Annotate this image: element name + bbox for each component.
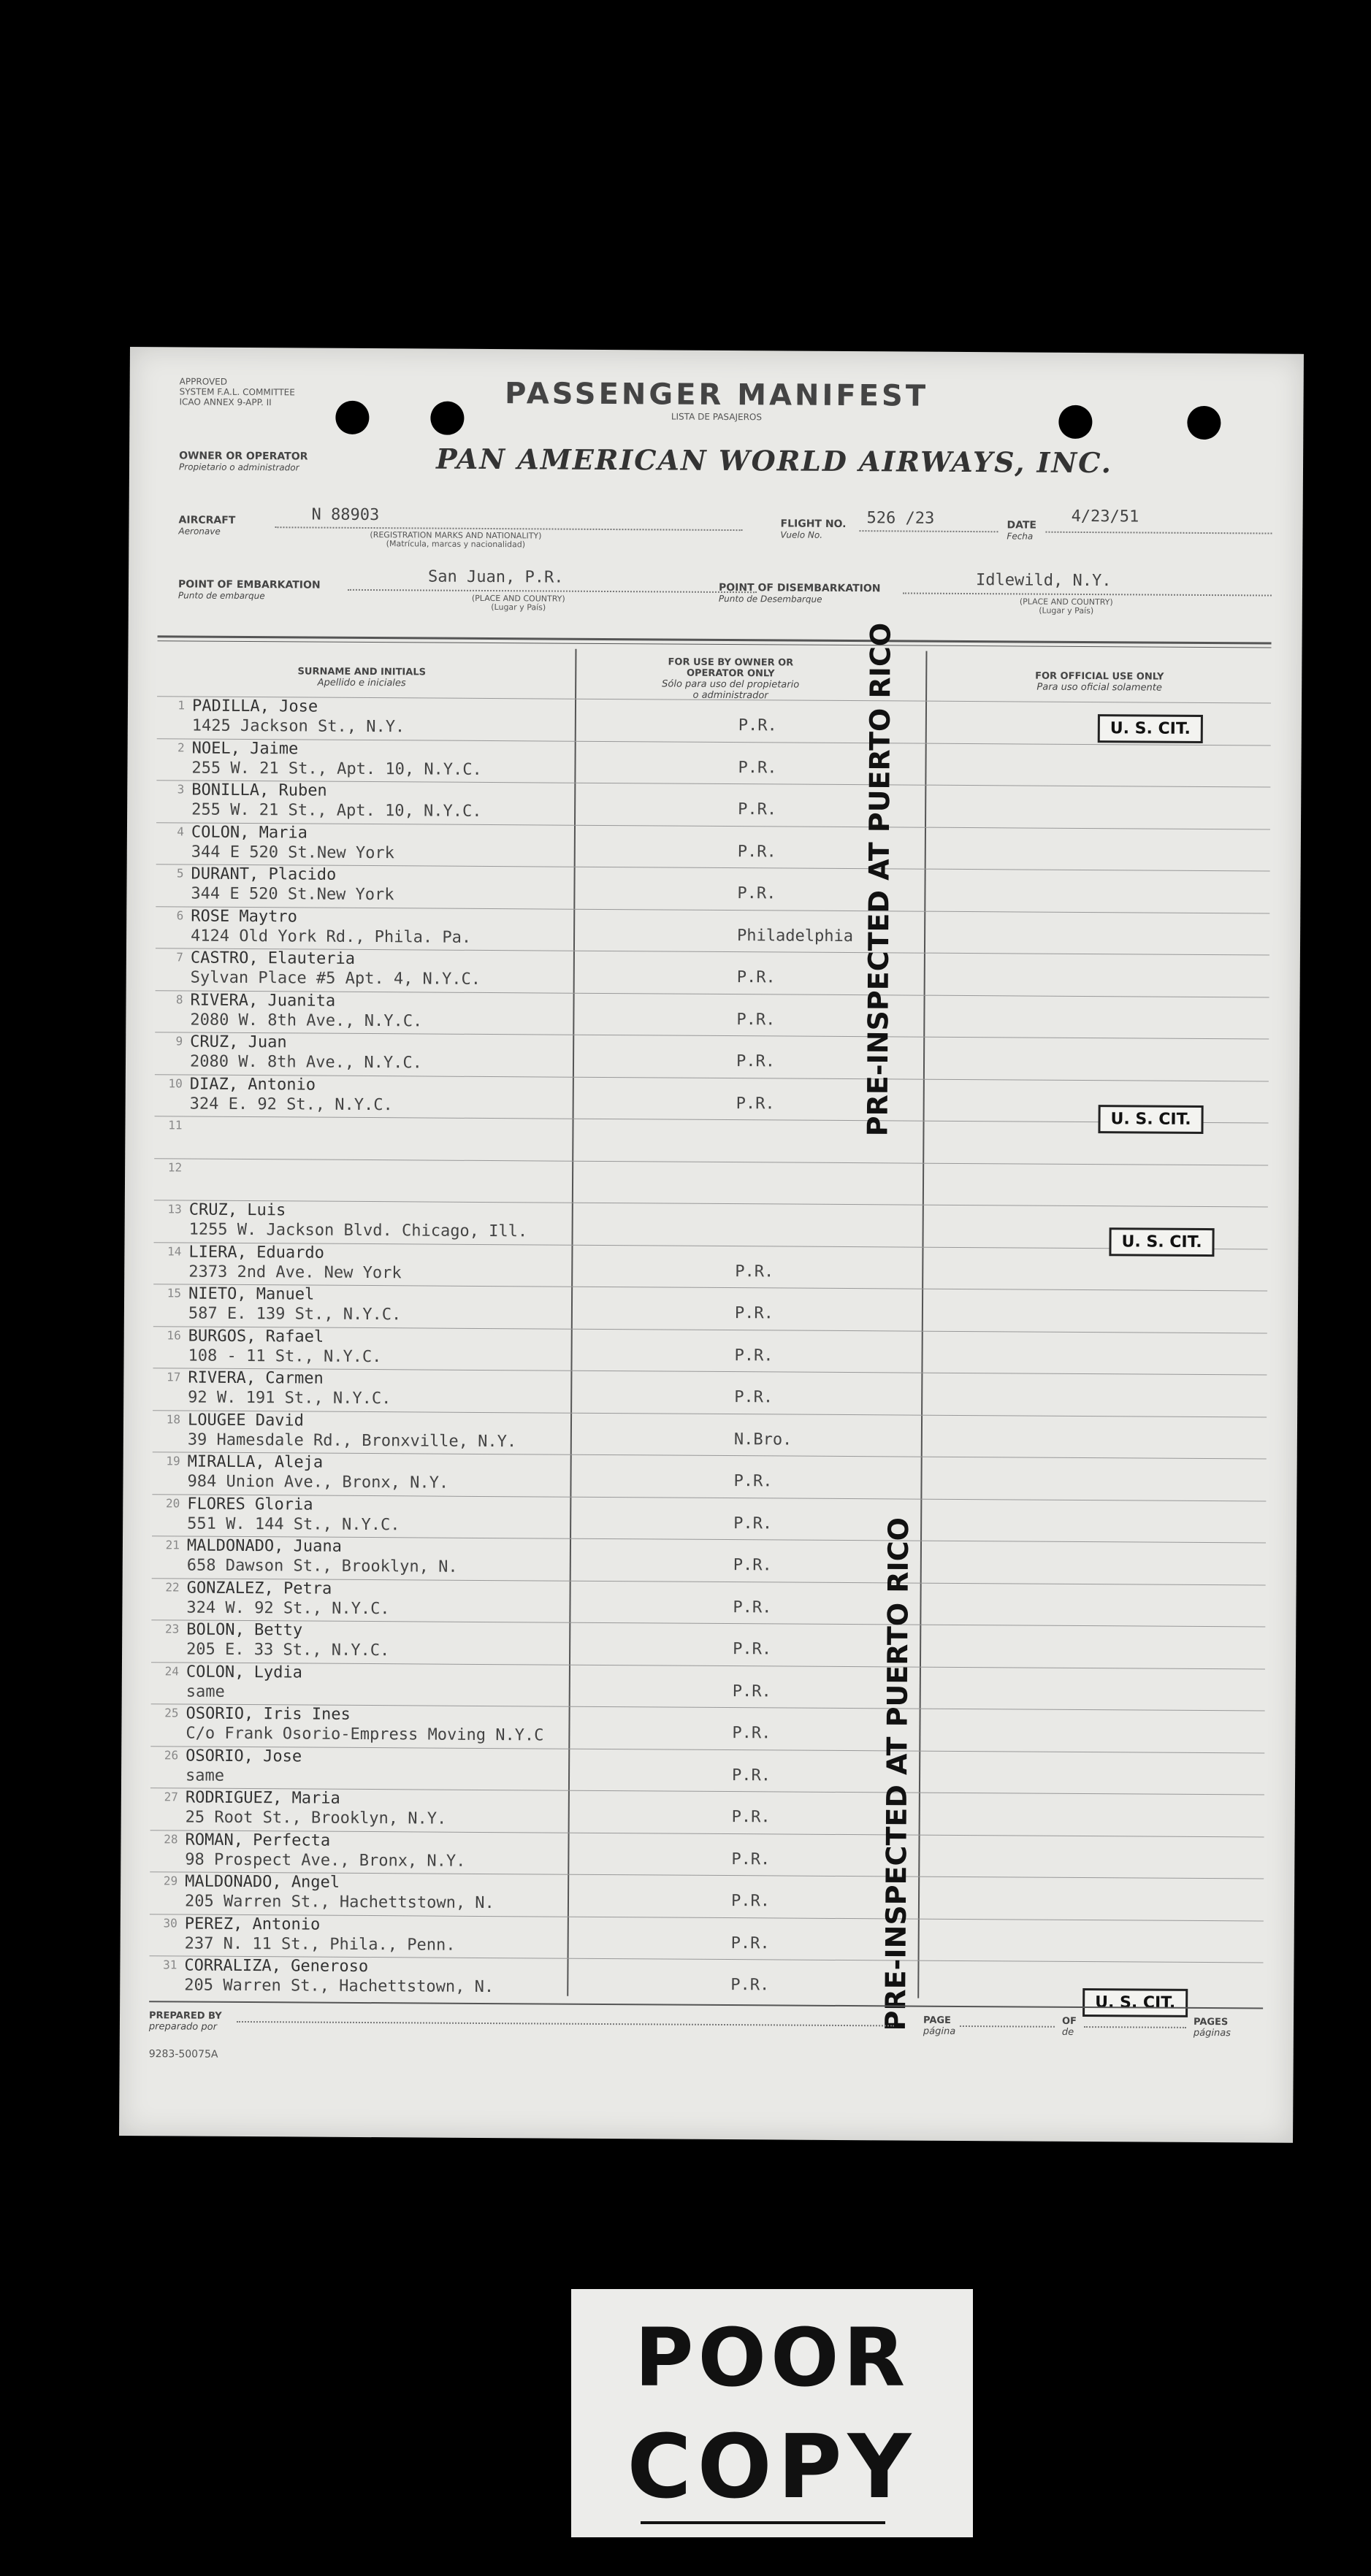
operator-note: P.R.: [730, 1976, 770, 1995]
passenger-number: 27: [164, 1790, 178, 1804]
passenger-name: BOLON, Betty: [186, 1620, 303, 1640]
poor-copy-note: [571, 2289, 973, 2537]
operator-note: P.R.: [734, 1388, 774, 1407]
operator-note: P.R.: [735, 1262, 774, 1281]
passenger-name: OSORIO, Iris Ines: [186, 1704, 351, 1724]
operator-note: P.R.: [732, 1724, 771, 1743]
passenger-name: MIRALLA, Aleja: [187, 1452, 324, 1472]
passenger-number: 26: [164, 1747, 179, 1762]
passenger-address: 658 Dawson St., Brooklyn, N.: [186, 1556, 458, 1576]
passenger-name: DURANT, Placido: [191, 865, 337, 884]
passenger-name: PADILLA, Jose: [191, 697, 318, 716]
passenger-row: [156, 738, 1270, 787]
passenger-number: 4: [177, 824, 185, 838]
operator-note: P.R.: [734, 1304, 774, 1323]
passenger-number: 20: [166, 1495, 180, 1510]
operator-note: P.R.: [736, 1052, 776, 1071]
passenger-address: Sylvan Place #5 Apt. 4, N.Y.C.: [190, 968, 481, 989]
underline: [237, 2021, 894, 2026]
approval-line: SYSTEM F.A.L. COMMITTEE: [179, 386, 295, 398]
passenger-name: MALDONADO, Angel: [185, 1872, 340, 1892]
passenger-address: 324 W. 92 St., N.Y.C.: [186, 1598, 390, 1618]
us-citizen-stamp: U. S. CIT.: [1109, 1227, 1214, 1257]
passenger-name: COLON, Maria: [191, 823, 308, 842]
operator-note: P.R.: [733, 1472, 773, 1491]
passenger-address: 2080 W. 8th Ave., N.Y.C.: [189, 1052, 422, 1073]
preinspected-stamp: PRE-INSPECTED AT PUERTO RICO: [879, 1517, 915, 2031]
passenger-row: [156, 906, 1269, 955]
operator-note: P.R.: [733, 1514, 773, 1533]
passenger-name: NOEL, Jaime: [191, 739, 299, 758]
passenger-name: PEREZ, Antonio: [184, 1914, 321, 1934]
passenger-row: [156, 780, 1270, 829]
passenger-address: 92 W. 191 St., N.Y.C.: [188, 1388, 392, 1408]
underline: [859, 530, 998, 532]
passenger-row: [152, 1536, 1266, 1584]
passenger-row: [150, 1871, 1264, 1920]
aircraft-label: AIRCRAFT Aeronave: [178, 514, 236, 537]
passenger-row: [153, 1410, 1267, 1459]
passenger-row: [150, 1787, 1264, 1836]
poor-copy-line: COPY: [627, 2417, 917, 2518]
passenger-row: [152, 1494, 1266, 1543]
operator-note: P.R.: [730, 1892, 771, 1911]
operator-note: Philadelphia: [737, 926, 854, 946]
poor-copy-underline: [641, 2521, 885, 2524]
passenger-address: 551 W. 144 St., N.Y.C.: [187, 1514, 400, 1534]
us-citizen-stamp: U. S. CIT.: [1098, 714, 1203, 743]
passenger-address: 39 Hamesdale Rd., Bronxville, N.Y.: [187, 1430, 517, 1451]
passenger-address: 587 E. 139 St., N.Y.C.: [188, 1304, 402, 1325]
passenger-address: 984 Union Ave., Bronx, N.Y.: [187, 1472, 449, 1492]
passenger-row: [156, 948, 1269, 997]
column-head-official: FOR OFFICIAL USE ONLY Para uso oficial solamente: [1035, 670, 1164, 694]
passenger-row: [152, 1452, 1266, 1500]
passenger-name: CRUZ, Luis: [188, 1200, 286, 1220]
passenger-name: LIERA, Eduardo: [188, 1243, 324, 1262]
passenger-name: DIAZ, Antonio: [189, 1075, 316, 1095]
passenger-address: 255 W. 21 St., Apt. 10, N.Y.C.: [191, 800, 482, 821]
embarkation-label: POINT OF EMBARKATION Punto de embarque: [177, 578, 321, 602]
operator-name: PAN AMERICAN WORLD AIRWAYS, INC.: [435, 442, 1113, 480]
passenger-address: 205 Warren St., Hachettstown, N.: [184, 1892, 494, 1913]
embarkation-note: (PLACE AND COUNTRY) (Lugar y País): [471, 593, 565, 613]
approval-line: APPROVED: [179, 376, 228, 387]
passenger-number: 1: [177, 698, 186, 713]
passenger-row: [154, 1158, 1268, 1207]
operator-note: P.R.: [736, 1010, 776, 1029]
underline: [348, 589, 757, 593]
passenger-address: 1425 Jackson St., N.Y.: [191, 716, 405, 737]
underline: [1045, 532, 1272, 534]
passenger-address: 2373 2nd Ave. New York: [188, 1262, 402, 1282]
passenger-number: 31: [163, 1958, 177, 1972]
passenger-row: [156, 822, 1270, 871]
passenger-address: 98 Prospect Ave., Bronx, N.Y.: [185, 1849, 466, 1871]
passenger-number: 24: [164, 1663, 179, 1678]
passenger-row: [155, 990, 1269, 1039]
operator-note: P.R.: [738, 758, 777, 777]
passenger-name: BONILLA, Ruben: [191, 781, 327, 800]
passenger-row: [153, 1284, 1267, 1333]
passenger-number: 12: [167, 1159, 183, 1174]
passenger-number: 30: [163, 1915, 177, 1930]
passenger-name: BURGOS, Rafael: [188, 1327, 324, 1346]
passenger-number: 28: [164, 1831, 178, 1846]
flight-label: FLIGHT NO. Vuelo No.: [780, 518, 847, 540]
passenger-name: CRUZ, Juan: [190, 1032, 287, 1052]
us-citizen-stamp: U. S. CIT.: [1082, 1988, 1188, 2017]
operator-note: P.R.: [736, 968, 776, 987]
passenger-row: [153, 1326, 1267, 1375]
passenger-address: 25 Root St., Brooklyn, N.Y.: [185, 1808, 447, 1828]
passenger-number: 22: [165, 1579, 180, 1594]
passenger-number: 25: [164, 1706, 179, 1720]
poor-copy-line: POOR: [634, 2311, 910, 2404]
passenger-number: 17: [167, 1370, 181, 1384]
passenger-name: RIVERA, Juanita: [190, 991, 336, 1011]
disembarkation-note: (PLACE AND COUNTRY) (Lugar y País): [1019, 597, 1113, 616]
passenger-number: 11: [168, 1118, 183, 1132]
passenger-number: 19: [166, 1454, 180, 1468]
passenger-row: [151, 1619, 1265, 1668]
passenger-address: 255 W. 21 St., Apt. 10, N.Y.C.: [191, 759, 482, 779]
registration-note: (REGISTRATION MARKS AND NATIONALITY) (Matrícula, marcas y nacionalidad): [370, 530, 542, 550]
passenger-number: 10: [168, 1076, 183, 1090]
passenger-row: [150, 1746, 1264, 1795]
passenger-row: [154, 1200, 1268, 1249]
page-subtitle: LISTA DE PASAJEROS: [671, 411, 763, 423]
passenger-row: [150, 1703, 1264, 1752]
passenger-row: [151, 1578, 1265, 1627]
passenger-address: 1255 W. Jackson Blvd. Chicago, Ill.: [188, 1220, 528, 1241]
embarkation-value: San Juan, P.R.: [428, 567, 564, 587]
passenger-row: [156, 864, 1269, 913]
passenger-number: 6: [176, 908, 184, 922]
owner-label: OWNER OR OPERATOR Propietario o administrador: [178, 450, 308, 473]
passenger-name: COLON, Lydia: [186, 1663, 302, 1682]
passenger-name: RODRIGUEZ, Maria: [185, 1788, 340, 1808]
date-label: DATE Fecha: [1007, 519, 1037, 542]
passenger-address: 108 - 11 St., N.Y.C.: [188, 1346, 382, 1366]
passenger-address: 4124 Old York Rd., Phila. Pa.: [190, 927, 472, 947]
disembarkation-label: POINT OF DISEMBARKATION Punto de Desembarque: [718, 581, 881, 605]
operator-note: N.Bro.: [733, 1430, 793, 1449]
operator-note: P.R.: [736, 1094, 775, 1113]
passenger-number: 14: [167, 1243, 182, 1258]
passenger-address: 2080 W. 8th Ave., N.Y.C.: [190, 1011, 423, 1030]
passenger-address: 205 Warren St., Hachettstown, N.: [184, 1976, 494, 1997]
operator-note: P.R.: [731, 1849, 771, 1868]
passenger-row: [153, 1368, 1267, 1417]
underline: [903, 592, 1272, 596]
passenger-name: CASTRO, Elauteria: [190, 948, 356, 968]
passenger-number: 18: [166, 1411, 181, 1426]
us-citizen-stamp: U. S. CIT.: [1098, 1105, 1203, 1134]
underline: [960, 2025, 1055, 2028]
manifest-sheet: [119, 347, 1304, 2143]
passenger-number: 3: [177, 782, 185, 797]
prepared-by-label: PREPARED BY preparado por: [148, 2010, 222, 2033]
operator-note: P.R.: [732, 1682, 771, 1701]
passenger-number: 5: [176, 866, 184, 881]
passenger-number: 15: [167, 1286, 182, 1300]
passenger-address: 344 E 520 St.New York: [191, 884, 394, 905]
passenger-address: 205 E. 33 St., N.Y.C.: [186, 1640, 390, 1660]
passenger-number: 23: [164, 1622, 180, 1636]
flight-value: 526 /23: [866, 509, 935, 528]
approval-line: ICAO ANNEX 9-APP. II: [179, 396, 272, 408]
header-rule: [158, 635, 1272, 644]
passenger-name: MALDONADO, Juana: [186, 1536, 342, 1556]
passenger-number: 13: [167, 1202, 182, 1216]
operator-note: P.R.: [730, 1933, 770, 1952]
passenger-row: [151, 1662, 1265, 1711]
passenger-name: RIVERA, Carmen: [188, 1368, 324, 1388]
operator-note: P.R.: [731, 1808, 771, 1827]
date-value: 4/23/51: [1071, 507, 1139, 526]
page-title: PASSENGER MANIFEST: [504, 377, 929, 413]
operator-note: P.R.: [738, 800, 777, 819]
passenger-address: C/o Frank Osorio-Empress Moving N.Y.C: [186, 1724, 544, 1745]
operator-note: P.R.: [731, 1766, 771, 1785]
passenger-row: [150, 1830, 1264, 1879]
passenger-address: 344 E 520 St.New York: [191, 843, 395, 862]
column-head-name: SURNAME AND INITIALS Apellido e iniciales: [297, 666, 427, 689]
passenger-name: ROSE Maytro: [191, 907, 298, 926]
passenger-address: same: [185, 1766, 225, 1785]
passenger-address: 237 N. 11 St., Phila., Penn.: [184, 1933, 456, 1955]
aircraft-value: N 88903: [311, 505, 380, 525]
passenger-name: GONZALEZ, Petra: [186, 1579, 332, 1598]
passenger-number: 7: [176, 950, 183, 965]
passenger-name: FLORES Gloria: [187, 1495, 313, 1514]
page-label: PAGE página: [923, 2015, 956, 2037]
underline: [1084, 2026, 1186, 2028]
form-number: 9283-50075A: [148, 2048, 218, 2061]
column-head-owner: FOR USE BY OWNER OR OPERATOR ONLY Sólo para uso del propietario o administrador: [662, 656, 800, 702]
of-label: OF de: [1061, 2015, 1077, 2038]
passenger-number: 8: [175, 992, 183, 1006]
passenger-row: [150, 1914, 1264, 1963]
disembarkation-value: Idlewild, N.Y.: [975, 571, 1112, 591]
passenger-name: LOUGEE David: [187, 1411, 305, 1430]
passenger-number: 16: [167, 1327, 181, 1342]
operator-note: P.R.: [738, 716, 777, 735]
pages-label: PAGES páginas: [1193, 2016, 1231, 2039]
operator-note: P.R.: [737, 884, 776, 903]
operator-note: P.R.: [733, 1598, 772, 1617]
passenger-address: 324 E. 92 St., N.Y.C.: [189, 1095, 393, 1114]
passenger-address: same: [186, 1682, 225, 1701]
passenger-number: 21: [165, 1538, 180, 1552]
operator-note: P.R.: [733, 1640, 772, 1659]
passenger-name: OSORIO, Jose: [186, 1747, 302, 1766]
operator-note: P.R.: [737, 842, 776, 861]
operator-note: P.R.: [733, 1556, 772, 1575]
passenger-name: ROMAN, Perfecta: [185, 1830, 331, 1850]
passenger-number: 29: [163, 1874, 178, 1888]
passenger-name: NIETO, Manuel: [188, 1284, 315, 1304]
preinspected-stamp: PRE-INSPECTED AT PUERTO RICO: [861, 622, 897, 1137]
passenger-row: [153, 1242, 1267, 1291]
passenger-number: 9: [175, 1034, 183, 1049]
operator-note: P.R.: [734, 1346, 774, 1365]
passenger-number: 2: [177, 740, 185, 754]
passenger-row: [155, 1032, 1269, 1081]
passenger-name: CORRALIZA, Generoso: [184, 1956, 369, 1977]
